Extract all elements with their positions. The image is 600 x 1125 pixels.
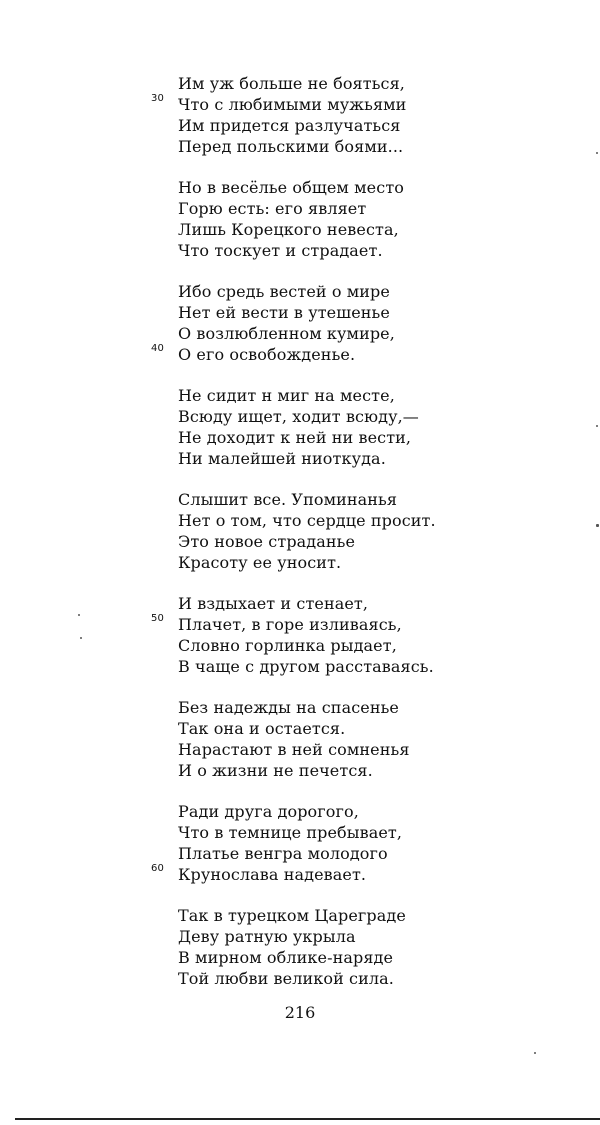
verse-line-text: Слышит все. Упоминанья <box>178 490 398 509</box>
verse-line-text: В мирном облике-наряде <box>178 948 394 967</box>
verse-line <box>178 323 478 344</box>
scan-speck <box>534 1052 536 1054</box>
verse-line <box>178 136 478 157</box>
verse-line-text: И вздыхает и стенает, <box>178 594 369 613</box>
verse-line-text: Им уж больше не бояться, <box>178 74 405 93</box>
verse-line-text: О его освобожденье. <box>178 345 356 364</box>
verse-line-text: Что в темнице пребывает, <box>178 823 403 842</box>
verse-line-text: Так она и остается. <box>178 719 346 738</box>
verse-line-text: Не сидит н миг на месте, <box>178 386 395 405</box>
verse-line <box>178 905 478 926</box>
verse-line <box>151 343 478 365</box>
verse-line <box>178 177 478 198</box>
verse-line-text: Платье венгра молодого <box>178 844 388 863</box>
verse-line <box>178 489 478 510</box>
verse-line-text: Ради друга дорогого, <box>178 802 359 821</box>
page-number: 216 <box>284 1003 316 1022</box>
verse-line <box>178 968 478 989</box>
verse-line-text: Что тоскует и страдает. <box>178 241 383 260</box>
verse-line-text: Крунослава надевает. <box>178 865 367 884</box>
verse-line-text: В чаще с другом расставаясь. <box>178 657 434 676</box>
verse-line-text: Нарастают в ней сомненья <box>178 740 410 759</box>
verse-line-text: Плачет, в горе изливаясь, <box>178 615 402 634</box>
verse-line-text: И о жизни не печется. <box>178 761 373 780</box>
verse-line <box>178 760 478 781</box>
verse-line <box>151 93 478 115</box>
line-number: 60 <box>151 863 164 874</box>
verse-line <box>178 801 478 822</box>
stanza <box>178 489 478 573</box>
verse-line-text: О возлюбленном кумире, <box>178 324 395 343</box>
verse-line <box>178 552 478 573</box>
stanza <box>151 801 478 885</box>
verse-line <box>178 718 478 739</box>
verse-line-text: Так в турецком Цареграде <box>178 906 406 925</box>
verse-line <box>178 822 478 843</box>
verse-line-text: Ибо средь вестей о мире <box>178 282 390 301</box>
verse-line-text: Что с любимыми мужьями <box>178 95 407 114</box>
verse-line-text: Это новое страданье <box>178 532 356 551</box>
verse-line-text: Нет о том, что сердце просит. <box>178 511 436 530</box>
verse-line <box>151 613 478 635</box>
verse-line <box>178 240 478 261</box>
scan-speck <box>78 614 80 616</box>
verse-line <box>178 219 478 240</box>
verse-line-text: Им придется разлучаться <box>178 116 401 135</box>
verse-line-text: Всюду ищет, ходит всюду,— <box>178 407 419 426</box>
verse-line-text: Без надежды на спасенье <box>178 698 399 717</box>
scan-speck <box>596 524 599 527</box>
stanza <box>178 697 478 781</box>
verse-line <box>178 281 478 302</box>
verse-line <box>178 448 478 469</box>
scan-speck <box>596 425 598 427</box>
line-number: 50 <box>151 613 164 624</box>
verse-line <box>178 302 478 323</box>
verse-line <box>178 739 478 760</box>
verse-line-text: Деву ратную укрыла <box>178 927 356 946</box>
verse-line-text: Перед польскими боями... <box>178 137 404 156</box>
verse-line <box>178 926 478 947</box>
verse-line <box>178 947 478 968</box>
stanza <box>178 385 478 469</box>
bottom-edge-rule <box>15 1118 600 1120</box>
verse-line-text: Нет ей вести в утешенье <box>178 303 390 322</box>
verse-line-text: Той любви великой сила. <box>178 969 394 988</box>
verse-line <box>178 385 478 406</box>
verse-line <box>178 510 478 531</box>
verse-line-text: Лишь Корецкого невеста, <box>178 220 399 239</box>
stanza <box>178 905 478 989</box>
stanza <box>178 177 478 261</box>
verse-line-text: Не доходит к ней ни вести, <box>178 428 412 447</box>
scan-speck <box>80 637 82 639</box>
line-number: 30 <box>151 93 164 104</box>
verse-line <box>178 593 478 614</box>
verse-line <box>178 406 478 427</box>
verse-line <box>178 656 478 677</box>
line-number: 40 <box>151 343 164 354</box>
scan-speck <box>596 152 598 154</box>
verse-line <box>178 843 478 864</box>
verse-line <box>178 531 478 552</box>
verse-line-text: Красоту ее уносит. <box>178 553 342 572</box>
stanza <box>151 593 478 677</box>
verse-line <box>151 863 478 885</box>
poem-text <box>151 73 478 1009</box>
verse-line <box>178 427 478 448</box>
stanza <box>151 73 478 157</box>
verse-line <box>178 115 478 136</box>
verse-line-text: Но в весёлье общем место <box>178 178 405 197</box>
verse-line <box>178 73 478 94</box>
stanza <box>151 281 478 365</box>
verse-line-text: Горю есть: его являет <box>178 199 367 218</box>
verse-line-text: Словно горлинка рыдает, <box>178 636 397 655</box>
verse-line <box>178 697 478 718</box>
verse-line-text: Ни малейшей ниоткуда. <box>178 449 386 468</box>
verse-line <box>178 635 478 656</box>
verse-line <box>178 198 478 219</box>
